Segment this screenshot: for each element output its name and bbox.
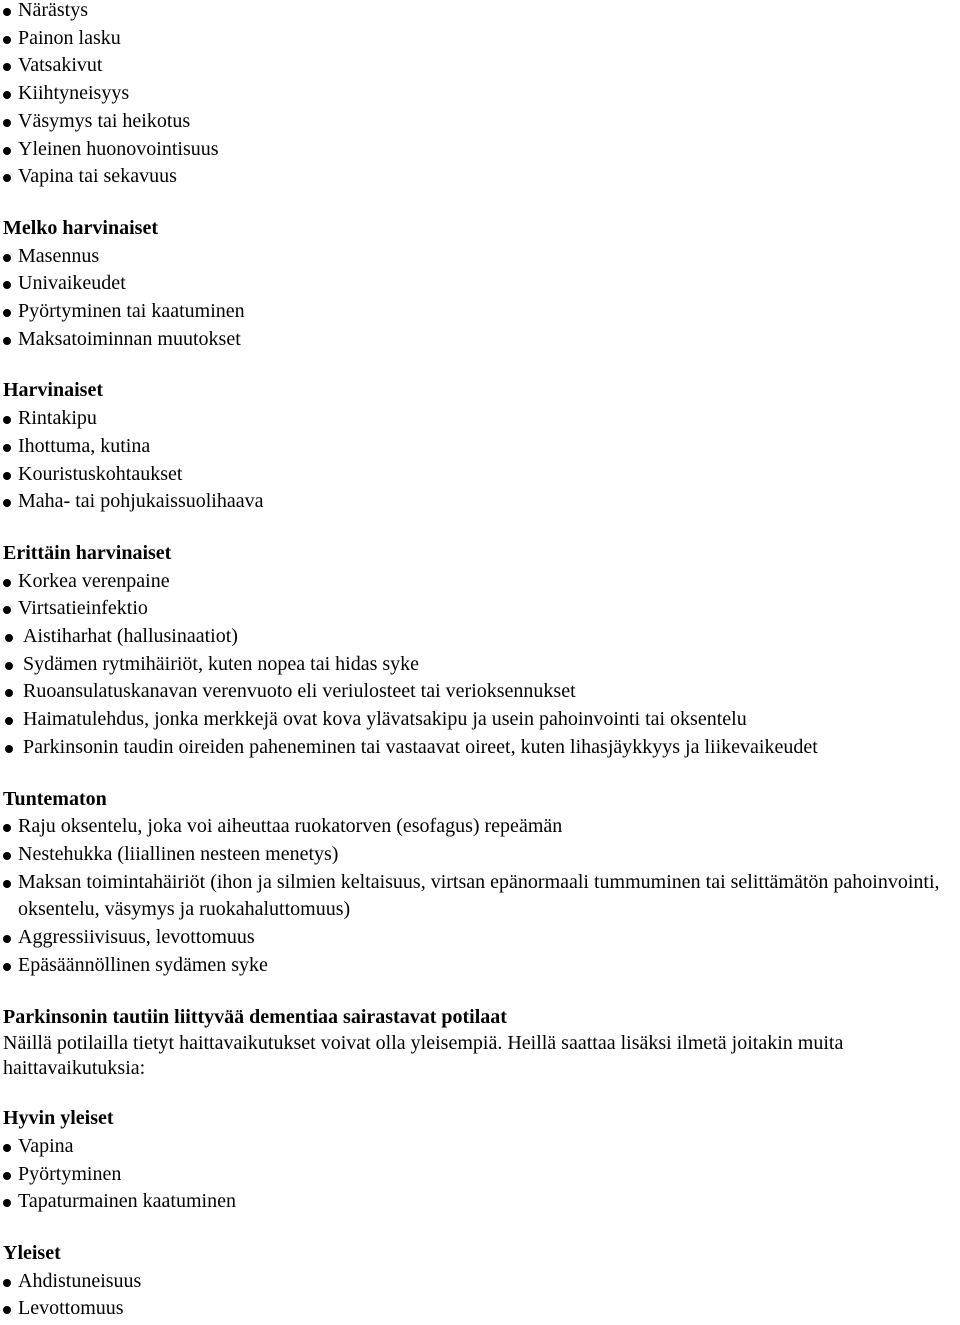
list-item: Epäsäännöllinen sydämen syke	[3, 952, 958, 980]
list-item: Aistiharhat (hallusinaatiot)	[3, 623, 958, 651]
section-rare	[3, 377, 958, 516]
section-heading: Parkinsonin tautiin liittyvää dementiaa sairastavat potilaat	[3, 1005, 507, 1028]
list-item: Ahdistuneisuus	[3, 1268, 958, 1296]
list-item: Masennus	[3, 243, 958, 271]
symptom-list	[3, 568, 958, 623]
list-item: Rintakipu	[3, 405, 958, 433]
list-item: Vapina tai sekavuus	[3, 163, 958, 191]
section-dementia	[3, 1004, 958, 1082]
list-item: Yleinen huonovointisuus	[3, 136, 958, 164]
dementia-paragraph: Näillä potilailla tietyt haittavaikutukset voivat olla yleisempiä. Heillä saattaa lisäksi ilmetä joitakin muita haittavaikutuksia:	[3, 1032, 844, 1080]
list-item: Närästys	[3, 0, 958, 25]
section-heading: Hyvin yleiset	[3, 1107, 114, 1130]
section-heading: Erittäin harvinaiset	[3, 541, 172, 564]
section-heading: Harvinaiset	[3, 379, 103, 402]
list-item: Vatsakivut	[3, 52, 958, 80]
section-dementia-common	[3, 1240, 958, 1323]
symptom-list	[3, 1268, 958, 1323]
symptom-list-indented	[3, 623, 958, 762]
symptom-list	[3, 813, 958, 979]
list-item: Pyörtyminen	[3, 1161, 958, 1189]
list-item: Maksatoiminnan muutokset	[3, 326, 958, 354]
list-item: Sydämen rytmihäiriöt, kuten nopea tai hidas syke	[3, 651, 958, 679]
section-common	[3, 0, 958, 191]
list-item: Korkea verenpaine	[3, 568, 958, 596]
symptom-list	[3, 0, 958, 191]
list-item: Raju oksentelu, joka voi aiheuttaa ruokatorven (esofagus) repeämän	[3, 813, 958, 841]
symptom-list	[3, 243, 958, 354]
section-very-rare	[3, 540, 958, 762]
section-heading: Melko harvinaiset	[3, 216, 158, 239]
section-heading: Tuntematon	[3, 787, 107, 810]
list-item: Nestehukka (liiallinen nesteen menetys)	[3, 841, 958, 869]
list-item: Ruoansulatuskanavan verenvuoto eli veriulosteet tai verioksennukset	[3, 678, 958, 706]
section-uncommon	[3, 215, 958, 354]
list-item: Ihottuma, kutina	[3, 433, 958, 461]
symptom-list	[3, 405, 958, 516]
list-item: Univaikeudet	[3, 270, 958, 298]
list-item: Levottomuus	[3, 1295, 958, 1323]
list-item: Aggressiivisuus, levottomuus	[3, 924, 958, 952]
section-unknown	[3, 786, 958, 980]
list-item: Parkinsonin taudin oireiden paheneminen tai vastaavat oireet, kuten lihasjäykkyys ja liikevaikeudet	[3, 734, 958, 762]
section-heading: Yleiset	[3, 1242, 61, 1265]
section-dementia-very-common	[3, 1105, 958, 1216]
list-item: Vapina	[3, 1133, 958, 1161]
list-item: Painon lasku	[3, 25, 958, 53]
list-item: Virtsatieinfektio	[3, 595, 958, 623]
list-item: Kouristuskohtaukset	[3, 461, 958, 489]
list-item: Maha- tai pohjukaissuolihaava	[3, 488, 958, 516]
list-item: Tapaturmainen kaatuminen	[3, 1188, 958, 1216]
list-item: Maksan toimintahäiriöt (ihon ja silmien keltaisuus, virtsan epänormaali tummuminen tai selittämätön pahoinvointi, oksentelu, väsymys ja ruokahaluttomuus)	[3, 869, 958, 924]
document	[3, 0, 958, 1323]
list-item: Kiihtyneisyys	[3, 80, 958, 108]
list-item: Pyörtyminen tai kaatuminen	[3, 298, 958, 326]
symptom-list	[3, 1133, 958, 1216]
list-item: Väsymys tai heikotus	[3, 108, 958, 136]
list-item: Haimatulehdus, jonka merkkejä ovat kova ylävatsakipu ja usein pahoinvointi tai oksentelu	[3, 706, 958, 734]
